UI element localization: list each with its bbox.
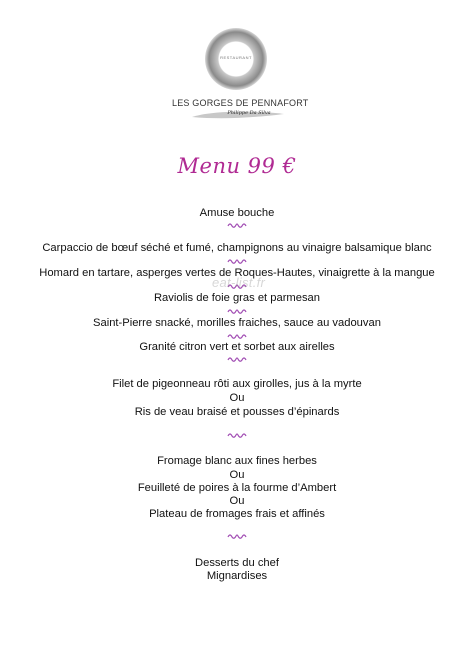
menu-item-or: Ou — [229, 469, 245, 481]
menu-item-carpaccio: Carpaccio de bœuf séché et fumé, champignons au vinaigre balsamique blanc — [42, 242, 432, 254]
ornament-icon — [227, 356, 247, 363]
logo-emblem — [205, 28, 267, 90]
ornament-icon — [227, 222, 247, 229]
menu-item-granite: Granité citron vert et sorbet aux airelles — [139, 341, 335, 353]
menu-item-fromage-blanc: Fromage blanc aux fines herbes — [157, 455, 317, 467]
menu-item-plateau-fromages: Plateau de fromages frais et affinés — [149, 508, 325, 520]
menu-item-homard: Homard en tartare, asperges vertes de Roques-Hautes, vinaigrette à la mangue — [39, 267, 435, 279]
menu-item-saint-pierre: Saint-Pierre snacké, morilles fraiches, sauce au vadouvan — [93, 317, 381, 329]
ornament-icon — [227, 333, 247, 340]
watermark: eat-list.fr — [212, 275, 266, 290]
menu-item-raviolis: Raviolis de foie gras et parmesan — [153, 292, 321, 304]
menu-item-feuillete: Feuilleté de poires à la fourme d’Ambert — [137, 482, 337, 494]
restaurant-name: LES GORGES DE PENNAFORT — [172, 98, 309, 108]
chef-signature: Philippe Da Silva — [227, 110, 271, 116]
ornament-icon — [227, 308, 247, 315]
menu-item-ris-de-veau: Ris de veau braisé et pousses d’épinards — [134, 406, 340, 418]
menu-item-or: Ou — [229, 495, 245, 507]
restaurant-logo — [172, 28, 309, 126]
menu-item-mignardises: Mignardises — [206, 570, 268, 582]
logo-emblem-text: RESTAURANT — [220, 55, 252, 60]
menu-title: Menu 99 € — [177, 154, 297, 178]
menu-item-pigeonneau: Filet de pigeonneau rôti aux girolles, jus à la myrte — [112, 378, 362, 390]
menu-item-desserts: Desserts du chef — [195, 557, 279, 569]
ornament-icon — [227, 432, 247, 439]
menu-item-or: Ou — [229, 392, 245, 404]
ornament-icon — [227, 533, 247, 540]
ornament-icon — [227, 258, 247, 265]
menu-item-amuse-bouche: Amuse bouche — [199, 207, 275, 219]
